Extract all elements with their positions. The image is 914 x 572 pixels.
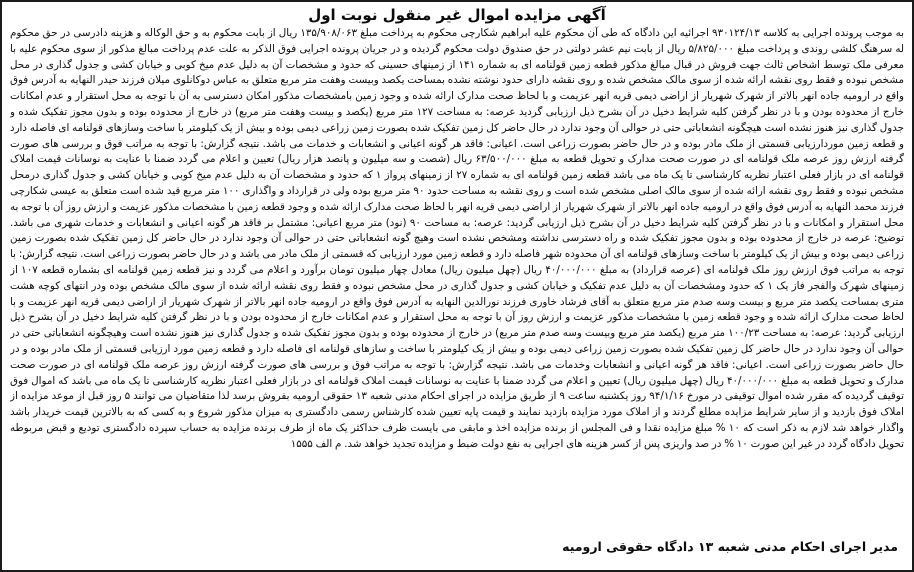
notice-title: آگهی مزایده اموال غیر منقول نوبت اول	[308, 6, 606, 24]
notice-body: به موجب پرونده اجرایی به کلاسه ۹۳۰۱۲۴/۱۳ اجرائیه این دادگاه که طی آن محکوم علیه ابراهیم شکارچی محکوم به پرداخت مبلغ ۱۳۵/۹۰۸/۰۶۳ ریال از بابت محکوم به و حق الوکاله و هزینه دادرسی در حق محکوم له سرهنگ کلشی روندی و پرداخت مبلغ ۵/۸۲۵/۰۰۰ ریال از بابت نیم عشر دولتی در حق صندوق دولت محکوم گردیده و در جریان پرونده اجرایی فوق الذکر به علت عدم پرداخت مبالغ مذکور از سوی محکوم علیه با معرفی ملک توسط اشخاص ثالث جهت فروش در قبال مبالغ مذکور قطعه زمین قولنامه ای به شماره ۱۴۱ از زمینهای حسینی که حدود و مشخصات آن به دلیل عدم میخ کوبی و خیابان کشی و جدول گذاری در محل مشخص نبوده و فقط روی نقشه ارائه شده از سوی مالک مشخص شده و روی نقشه دارای حدود نوشته نشده بمساحت یکصد وبیست وهفت متر مربع متعلق به عباس دوکانلوی میلان فرزند حیدر النهایه به آدرس فوق واقع در ارومیه جاده انهر بالاتر از شهرک شهریار از اراضی دیمی قریه انهر عزیمت و با لحاظ صحت مدارک ارائه شده و وجود زمین بامشخصات مذکور امکان دسترسی به آن با توجه به محل استقرار و عدم امکانات خارج از محدوده بودن و با در نظر گرفتن کلیه شرایط دخیل در آن بشرح ذیل ارزیابی گردید عرصه: به مساحت ۱۲۷ متر مربع (یکصد و بیست وهفت متر مربع) در خارج از محدوده بوده و بدون مجوز تفکیک شده و جدول گذاری نیز هنوز نشده است هیچگونه انشعاباتی حتی در حوالی آن وجود ندارد در حال حاضر کل زمین تفکیک شده بصورت زمین زراعی دیمی بوده و بیش از یک کیلومتر با ساخت وسازهای قولنامه ای فاصله دارد و قطعه زمین موردارزیابی قسمتی از ملک مادر بوده و در حال حاضر بصورت زراعی است. اعیانی: فاقد هر گونه اعیانی و انشعابات و خدمات می باشد. نتیجه گزارش: با توجه به مراتب فوق و بررسی های صورت گرفته ارزش روز عرصه ملک قولنامه ای در صورت صحت مدارک و تحویل قطعه به مبلغ ۶۳/۵۰۰/۰۰۰ ریال (شصت و سه میلیون و پانصد هزار ریال) تعیین و اعلام می گردد ضمنا با عنایت به نوسانات قیمت املاک قولنامه ای در بازار فعلی اعتبار نظریه کارشناسی تا یک ماه می باشد قطعه زمین قولنامه ای به شماره ۲۷ از زمینهای پرواز ۱ که حدود و مشخصات آن به دلیل عدم میخ کوبی و خیابان کشی و جدول گذاری درمحل مشخص نبوده و فقط روی نقشه ارائه شده از سوی مالک اصلی مشخص شده است و روی نقشه به مساحت حدود ۹۰ متر مربع بوده ولی در قرارداد و واگذاری ۱۰۰ متر مربع قید شده است متعلق به عیسی شکارچی فرزند محمد النهایه به آدرس فوق واقع در ارومیه جاده انهر بالاتر از شهرک شهریار از اراضی دیمی قریه انهر با لحاظ صحت مدارک ارائه شده و وجود قطعه زمین با مشخصات مذکور عزیمت و ارزش روز آن با توجه به محل استقرار و امکانات و با در نظر گرفتن کلیه شرایط دخیل در آن بشرح ذیل ارزیابی گردید: عرصه: به مساحت ۹۰ (نود) متر مربع اعیانی: مشتمل بر فاقد هر گونه اعیانی و انشعابات و خدمات شهری می باشد. توضیح: عرصه در خارج از محدوده بوده و بدون مجوز تفکیک شده و راه دسترسی نداشته ومشخص نشده است وهیچ گونه انشعاباتی حتی در حوالی آن وجود ندارد در حال حاضر کل زمین تفکیک شده بصورت زمین زراعی دیمی بوده و بیش از یک کیلومتر با ساخت وسازهای قولنامه ای آن محدوده شهر فاصله دارد و قطعه زمین مورد ارزیابی که قسمتی از ملک مادر می باشد و در حال حاضر بصورت زراعی است. نتیجه گزارش: با توجه به مراتب فوق ارزش روز ملک قولنامه ای (عرصه قرارداد) به مبلغ ۴۰/۰۰۰/۰۰۰ ریال (چهل میلیون ریال) معادل چهار میلیون تومان برآورد و اعلام می گردد و نیز قطعه زمین قولنامه ای بشماره قطعه ۱۰۷ از زمینهای شهرک والفجر فاز یک ۱ که حدود ومشخصات آن به دلیل عدم تفکیک و خیابان کشی و جدول گذاری در محل مشخص نبوده و فقط روی نقشه ارائه شده از سوی مالک مشخص بوده ودر انتهای کوچه هشت متری بمساحت یکصد متر مربع و بیست وسه صدم متر مربع متعلق به آقای فرشاد خاوری فرزند نورالدین النهایه به آدرس فوق واقع در ارومیه جاده انهر بالاتر از شهرک شهریار از اراضی دیمی قریه انهر عزیمت و با لحاظ صحت مدارک ارائه شده و وجود قطعه زمین با مشخصات مذکور عزیمت و ارزش روز آن با توجه به محل استقرار و عدم امکانات خارج از محدوده بودن و با در نظر گرفتن کلیه شرایط دخیل در آن بشرح ذیل ارزیابی گردید: عرصه: به مساحت ۱۰۰/۲۳ متر مربع (یکصد متر مربع وبیست وسه صدم متر مربع) در خارج از محدوده بوده و بدون مجوز تفکیک شده و جدول گذاری نیز هنوز نشده است وهیچگونه انشعاباتی حتی در حوالی آن وجود ندارد در حال حاضر کل زمین تفکیک شده بصورت زمین زراعی دیمی بوده و بیش از یک کیلومتر با ساخت و سازهای قولنامه ای فاصله دارد و قطعه زمین مورد ارزیابی قسمتی از ملک مادر بوده و در حال حاضر بصورت زراعی است. اعیانی: فاقد هر گونه اعیانی و انشعابات وخدمات می باشد. نتیجه گزارش: با توجه به مراتب فوق و بررسی های صورت گرفته ارزش روز عرصه ملک قولنامه ای در صورت صحت مدارک و تحویل قطعه به مبلغ ۴۰/۰۰۰/۰۰۰ ریال (چهل میلیون ریال) تعیین و اعلام می گردد ضمنا با عنایت به نوسانات قیمت املاک قولنامه ای در بازار فعلی اعتبار نظریه کارشناسی تا یک ماه می باشد که اموال فوق توقیف گردیده که مقرر شده اموال توقیفی در مورخ ۹۴/۱/۱۶ روز یکشنبه ساعت ۹ از طریق مزایده در اجرای احکام مدنی شعبه ۱۳ حقوقی ارومیه بفروش برسد لذا متقاضیان می توانند ۵ روز قبل از موعد مزایده از املاک فوق بازدید و از سایر شرایط مزایده مطلع گردند و از املاک مورد مزایده بازدید نمایند و قیمت پایه تعیین شده کارشناس رسمی دادگستری به میزان مذکور شروع و به کسی که به بالاترین قیمت خریدار باشد واگذار خواهد شد لازم به ذکر است که ۱۰ % مبلغ مزایده نقدا و فی المجلس از برنده مزایده اخذ و مابقی می بایست ظرف حداکثر یک ماه از طرف برنده مزایده به حساب سپرده دادگستری تودیع و قبض مربوطه تحویل دادگاه گردد در غیر این صورت ۱۰ % در صد واریزی پس از کسر هزینه های اجرایی به نفع دولت ضبط و مزایده تجدید خواهد شد. م الف ۱۵۵۵	[10, 27, 904, 450]
notice-signature: مدیر اجرای احکام مدنی شعبه ۱۳ دادگاه حقوقی ارومیه	[562, 539, 898, 554]
